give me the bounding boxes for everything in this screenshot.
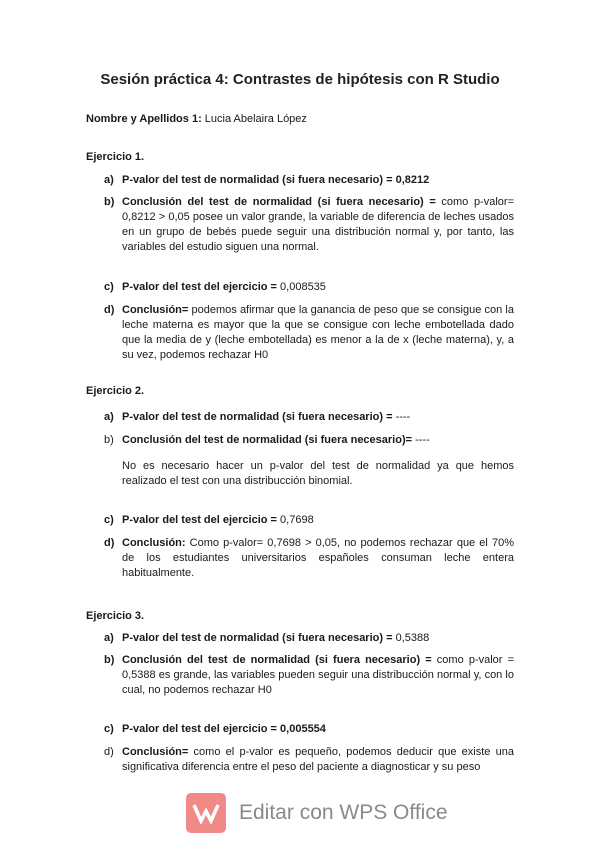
exercise-3-c	[104, 722, 514, 737]
item-value: 0,8212	[392, 174, 430, 186]
exercise-3-b	[104, 653, 514, 698]
item-letter: a)	[104, 174, 114, 186]
exercise-2-b	[104, 433, 514, 448]
item-value: 0,008535	[276, 281, 326, 293]
item-value: podemos afirmar que la ganancia de peso que se consigue con la leche materna es mayor que la que se consigue con leche embotellada dado que la media de y (leche embotellada) es menor a la de x (leche materna), y, a su vez, podemos rechazar H0	[122, 304, 514, 361]
item-letter: c)	[104, 281, 114, 293]
item-letter: b)	[104, 654, 115, 666]
exercise-2-c	[104, 513, 514, 528]
item-value: ----	[392, 411, 411, 423]
item-value: como p-valor= 0,8212 > 0,05 posee un valor grande, la variable de diferencia de leches usados en un grupo de bebés puede seguir una distribución normal y, por tanto, las variables del estudio siguen una normal.	[122, 196, 514, 253]
item-label: P-valor del test de normalidad (si fuera necesario) =	[122, 632, 393, 644]
name-value: Lucia Abelaira López	[201, 113, 307, 125]
exercise-1-heading: Ejercicio 1.	[86, 151, 145, 163]
item-letter: a)	[104, 411, 114, 423]
exercise-1-b	[104, 195, 514, 255]
exercise-3-d	[104, 745, 514, 775]
item-value: como el p-valor es pequeño, podemos deducir que existe una significativa diferencia entre el peso del paciente a diagnosticar y su peso	[122, 746, 514, 773]
exercise-2-a	[104, 410, 514, 425]
item-value: 0,7698	[276, 514, 314, 526]
page-title: Sesión práctica 4: Contrastes de hipótesis con R Studio	[100, 71, 500, 88]
exercise-3-a	[104, 631, 514, 646]
item-label: P-valor del test de normalidad (si fuera necesario) =	[122, 174, 393, 186]
item-value: 0,005554	[276, 723, 326, 735]
name-label: Nombre y Apellidos 1:	[86, 113, 202, 125]
item-label: P-valor del test del ejercicio =	[122, 723, 277, 735]
item-value: Como p-valor= 0,7698 > 0,05, no podemos rechazar que el 70% de los estudiantes universitarios españoles consuman leche entera habitualmente.	[122, 537, 514, 579]
edit-with-wps-label: Editar con WPS Office	[239, 801, 448, 824]
item-label: Conclusión=	[122, 304, 189, 316]
item-letter: d)	[104, 746, 114, 758]
item-label: Conclusión:	[122, 537, 186, 549]
item-label: Conclusión del test de normalidad (si fuera necesario) =	[122, 654, 432, 666]
exercise-1-a	[104, 173, 514, 188]
item-label: Conclusión=	[122, 746, 189, 758]
item-label: Conclusión del test de normalidad (si fuera necesario)=	[122, 434, 413, 446]
author-line	[86, 112, 307, 127]
exercise-3-heading: Ejercicio 3.	[86, 610, 145, 622]
item-letter: b)	[104, 434, 114, 446]
exercise-1-c	[104, 280, 514, 295]
item-label: P-valor del test del ejercicio =	[122, 514, 277, 526]
item-label: P-valor del test de normalidad (si fuera necesario) =	[122, 411, 393, 423]
edit-with-wps-banner[interactable]	[186, 793, 448, 833]
exercise-2-b-note: No es necesario hacer un p-valor del test de normalidad ya que hemos realizado el test con una distribucción binomial.	[122, 460, 514, 487]
item-letter: c)	[104, 514, 114, 526]
item-label: Conclusión del test de normalidad (si fuera necesario) =	[122, 196, 436, 208]
exercise-1-d	[104, 303, 514, 363]
item-letter: b)	[104, 196, 115, 208]
item-letter: c)	[104, 723, 114, 735]
exercise-2-heading: Ejercicio 2.	[86, 385, 145, 397]
item-label: P-valor del test del ejercicio =	[122, 281, 277, 293]
exercise-2-d	[104, 536, 514, 581]
item-letter: d)	[104, 537, 115, 549]
item-value: 0,5388	[392, 632, 430, 644]
item-letter: a)	[104, 632, 114, 644]
item-value: como p-valor = 0,5388 es grande, las variables pueden seguir una distribucción normal y, con lo cual, no podemos rechazar H0	[122, 654, 514, 696]
item-letter: d)	[104, 304, 115, 316]
wps-logo-icon	[186, 793, 226, 833]
item-value: ----	[412, 434, 430, 446]
